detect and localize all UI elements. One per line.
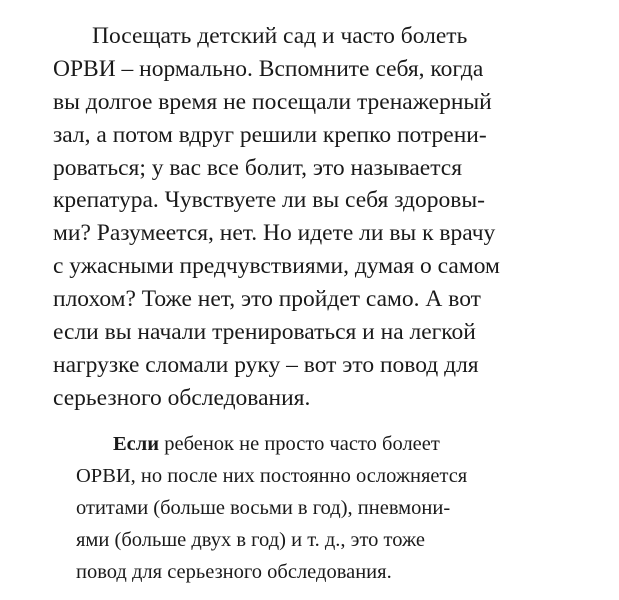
main-paragraph-line: роваться; у вас все болит, это называется [53,154,463,181]
main-paragraph-line: нагрузке сломали руку – вот это повод для [53,351,479,378]
main-paragraph-line: ми? Разумеется, нет. Но идете ли вы к врачу [53,220,496,247]
main-paragraph-line: Посещать детский сад и часто болеть [92,23,468,49]
main-paragraph-line: плохом? Тоже нет, это пройдет само. А вот [53,286,481,313]
note-paragraph-line: отитами (больше восьми в год), пневмони- [76,497,451,519]
main-paragraph-line: зал, а потом вдруг решили крепко потрени- [53,121,487,148]
main-paragraph-line: с ужасными предчувствиями, думая о самом [53,253,500,280]
main-paragraph-line: вы долгое время не посещали тренажерный [53,88,492,115]
main-paragraph-line: ОРВИ – нормально. Вспомните себя, когда [53,55,484,82]
note-first-line-text: ребенок не просто часто болеет [159,433,440,455]
note-paragraph-line: ОРВИ, но после них постоянно осложняется [76,465,468,487]
note-paragraph-line: повод для серьезного обследования. [76,561,392,583]
main-paragraph-line: крепатура. Чувствуете ли вы себя здоровы- [53,187,485,214]
main-paragraph-line: если вы начали тренироваться и на легкой [53,319,476,346]
note-lead-bold-word: Если [113,433,160,455]
note-paragraph-first-line [76,428,556,460]
note-paragraph [76,428,556,588]
main-paragraph-line: серьезного обследования. [53,384,311,411]
main-paragraph [53,20,573,415]
note-paragraph-line: ями (больше двух в год) и т. д., это тоже [76,529,425,551]
